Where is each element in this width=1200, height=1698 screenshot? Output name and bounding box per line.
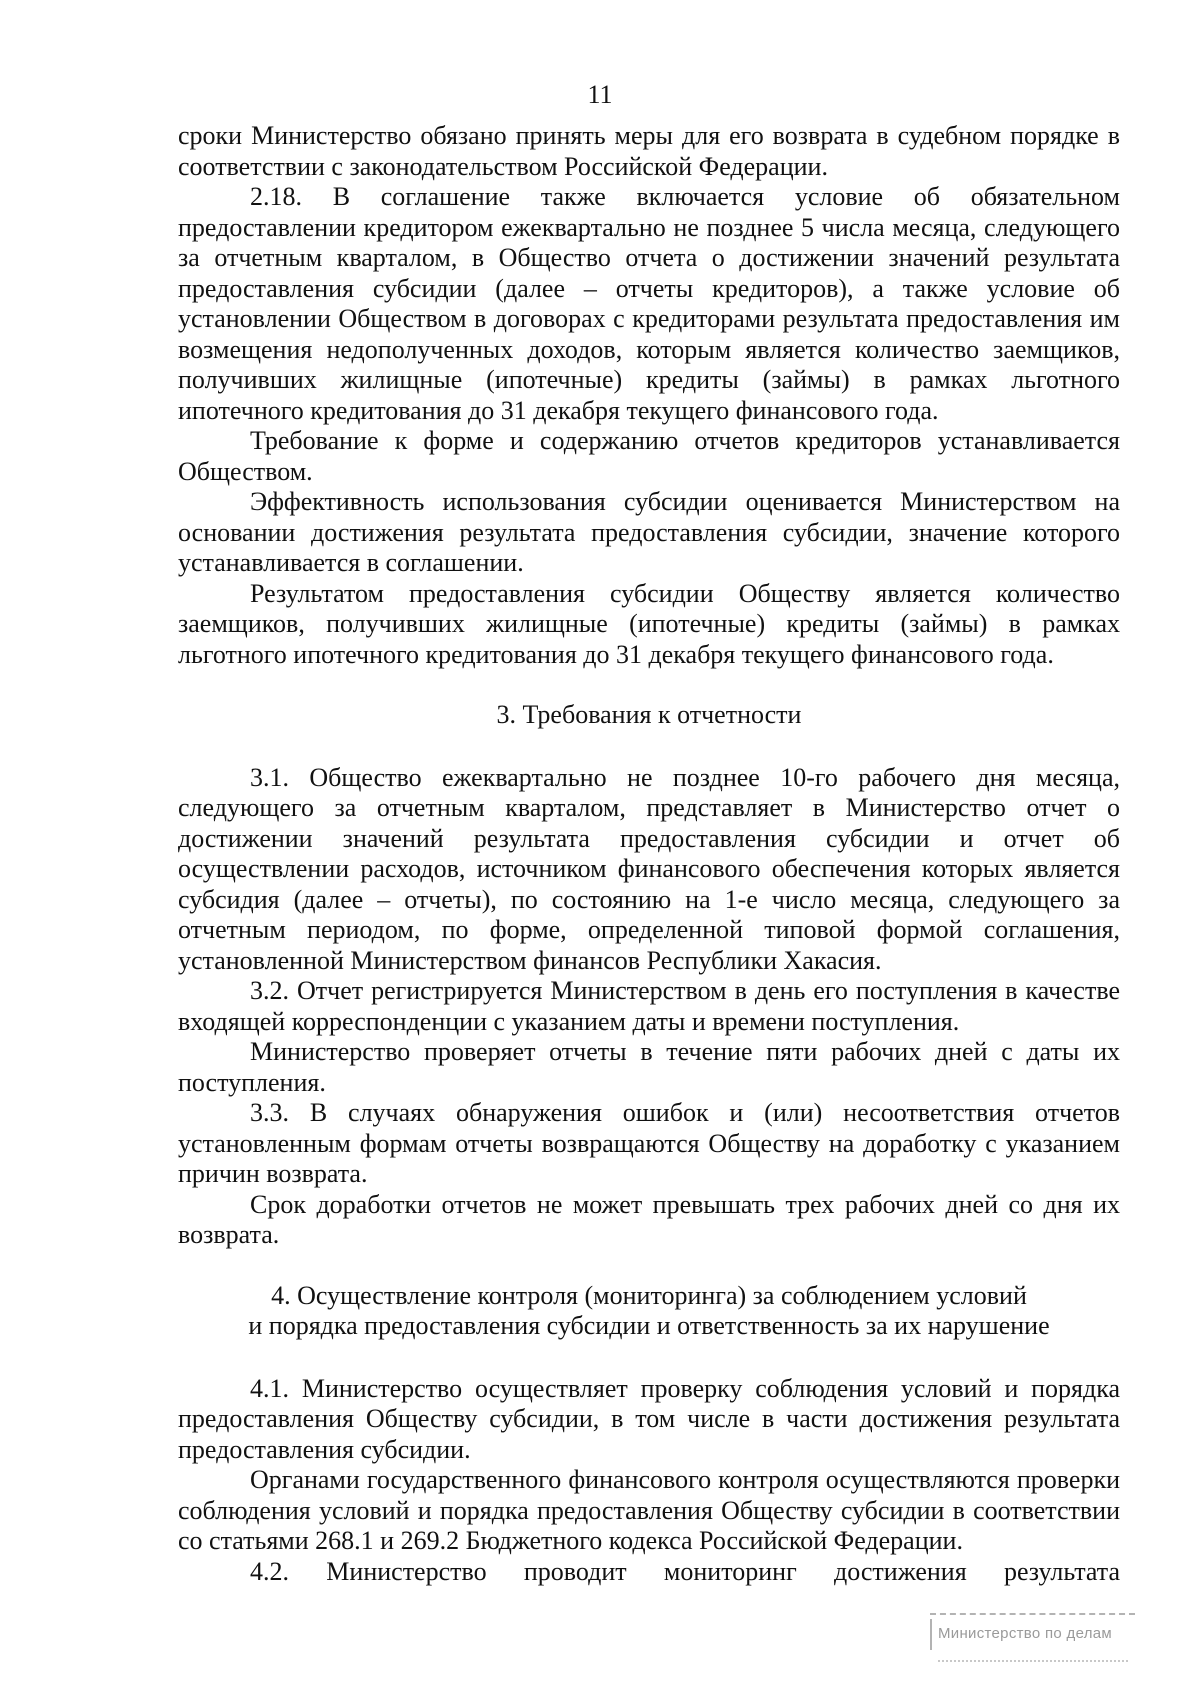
registration-stamp (930, 1613, 1135, 1665)
paragraph: 4.1. Министерство осуществляет проверку соблюдения условий и порядка предоставления Обществу субсидии, в том числе в части достижения результата предоставления субсидии. (178, 1373, 1120, 1464)
paragraph: сроки Министерство обязано принять меры для его возврата в судебном порядке в соответствии с законодательством Российской Федерации. (178, 121, 1120, 181)
paragraph: Органами государственного финансового контроля осуществляются проверки соблюдения условий и порядка предоставления Обществу субсидии в соответствии со статьями 268.1 и 269.2 Бюджетного кодекса Российской Федерации. (178, 1465, 1120, 1555)
paragraph: Требование к форме и содержанию отчетов кредиторов устанавливается Обществом. (178, 426, 1120, 486)
document-body (178, 121, 1120, 1587)
paragraph: Министерство проверяет отчеты в течение пяти рабочих дней с даты их поступления. (178, 1037, 1120, 1097)
paragraph: 3.3. В случаях обнаружения ошибок и (или) несоответствия отчетов установленным формам отчеты возвращаются Обществу на доработку с указанием причин возврата. (178, 1098, 1120, 1188)
section-heading: 3. Требования к отчетности (496, 700, 802, 729)
page-number: 11 (587, 80, 613, 109)
paragraph: 4.2. Министерство проводит мониторинг достижения результата (250, 1556, 1120, 1586)
stamp-text: Министерство по делам (930, 1619, 1135, 1650)
paragraph: Результатом предоставления субсидии Обществу является количество заемщиков, получивших жилищные (ипотечные) кредиты (займы) в рамках льготного ипотечного кредитования до 31 декабря текущего финансового года. (178, 578, 1120, 669)
paragraph: 3.2. Отчет регистрируется Министерством в день его поступления в качестве входящей корреспонденции с указанием даты и времени поступления. (178, 976, 1120, 1036)
section-heading: и порядка предоставления субсидии и ответственность за их нарушение (248, 1311, 1050, 1340)
paragraph: 2.18. В соглашение также включается условие об обязательном предоставлении кредитором ежеквартально не позднее 5 числа месяца, следующего за отчетным кварталом, в Общество отчета о достижении значений результата предоставления субсидии (далее – отчеты кредиторов), а также условие об установлении Обществом в договорах с кредиторами результата предоставления им возмещения недополученных доходов, которым является количество заемщиков, получивших жилищные (ипотечные) кредиты (займы) в рамках льготного ипотечного кредитования до 31 декабря текущего финансового года. (178, 182, 1120, 425)
paragraph: 3.1. Общество ежеквартально не позднее 10-го рабочего дня месяца, следующего за отчетным кварталом, представляет в Министерство отчет о достижении значений результата предоставления субсидии и отчет об осуществлении расходов, источником финансового обеспечения которых является субсидия (далее – отчеты), по состоянию на 1-е число месяца, следующего за отчетным периодом, по форме, определенной типовой формой соглашения, установленной Министерством финансов Республики Хакасия. (178, 762, 1120, 975)
paragraph: Срок доработки отчетов не может превышать трех рабочих дней со дня их возврата. (178, 1189, 1120, 1249)
section-heading: 4. Осуществление контроля (мониторинга) за соблюдением условий (271, 1280, 1027, 1310)
paragraph: Эффективность использования субсидии оценивается Министерством на основании достижения результата предоставления субсидии, значение которого устанавливается в соглашении. (178, 487, 1120, 577)
